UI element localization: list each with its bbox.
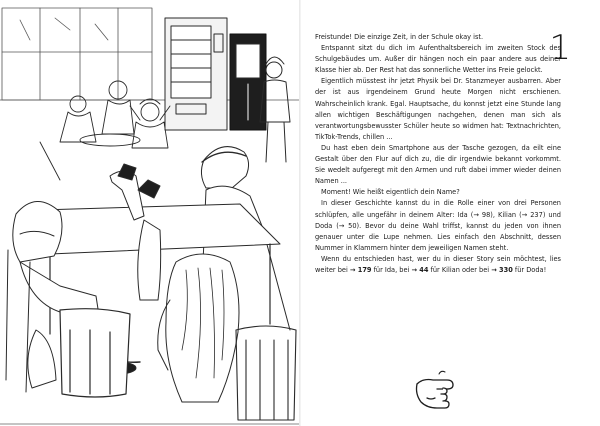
paragraph-characters — [315, 198, 561, 253]
paragraph: Entspannt sitzt du dich im Aufenthaltsbereich im zweiten Stock des Schulgebäudes um. Außer dir hängen noch ein paar andere aus deiner Klasse hier ab. Der Rest hat das sonnerliche Wetter ins Freie gelockt. — [315, 44, 561, 75]
paragraph: Moment! Wie heißt eigentlich dein Name? — [321, 188, 460, 197]
story-text — [315, 32, 561, 276]
paragraph: Du hast eben dein Smartphone aus der Tasche gezogen, da eilt eine Gestalt über den Flur auf dich zu, die dir irgendwie bekannt vorkommt. Sie wedelt aufgeregt mit den Armen und ruft dabei immer wieder deinen Namen ... — [315, 143, 561, 186]
paragraph-choice — [315, 254, 561, 276]
section-ref-kilian: → 44 — [411, 265, 429, 274]
text-segment: für Ida, bei — [371, 265, 412, 274]
text-segment: 237) und Doda ( — [315, 210, 561, 230]
section-ref-ida: → 179 — [349, 265, 372, 274]
text-page — [301, 0, 600, 426]
text-segment: für Kilian oder bei — [428, 265, 492, 274]
section-ref-doda: → 330 — [491, 265, 513, 274]
arrow-right-icon: → — [338, 221, 345, 230]
paragraph: Freistunde! Die einzige Zeit, in der Schule okay ist. — [315, 33, 484, 41]
text-segment: Wenn du entschieden hast, wer du in dieser Story sein möchtest, lies weiter bei — [315, 254, 561, 274]
arrow-right-icon: → — [521, 210, 528, 219]
pointing-hand-icon — [413, 368, 461, 412]
paragraph: Eigentlich müsstest ihr jetzt Physik bei Dr. Stanzmeyer ausbarren. Aber der ist aus irgendeinem Grund heute Morgen nicht erschienen. Wahrscheinlich krank. Egal. Hauptsache, du konnst jetzt eine Stunde lang allen wichtigen Beschäftigungen nachgehen, denen man sich als verantwortungsbewusster Schüler heute so widmen hat: Textnachrichten, TikTok-Trends, chillen ... — [315, 77, 561, 141]
arrow-right-icon: → — [473, 210, 479, 219]
text-segment: 50). Bevor du deine Wahl triffst, kannst du jeden von ihnen genauer unter die Lupe nehmen. Lies einfach den Abschnitt, dessen Nummer in Klammern hinter dem jeweiligen Namen steht. — [315, 221, 561, 252]
text-segment: für Doda! — [512, 265, 547, 274]
text-segment: In dieser Geschichte kannst du in die Rolle einer von drei Personen schlüpfen, alle ungefähr in deinem Alter: Ida ( — [315, 199, 561, 219]
text-segment: 98), Kilian ( — [478, 210, 522, 219]
chapter-number: 1 — [549, 28, 570, 68]
